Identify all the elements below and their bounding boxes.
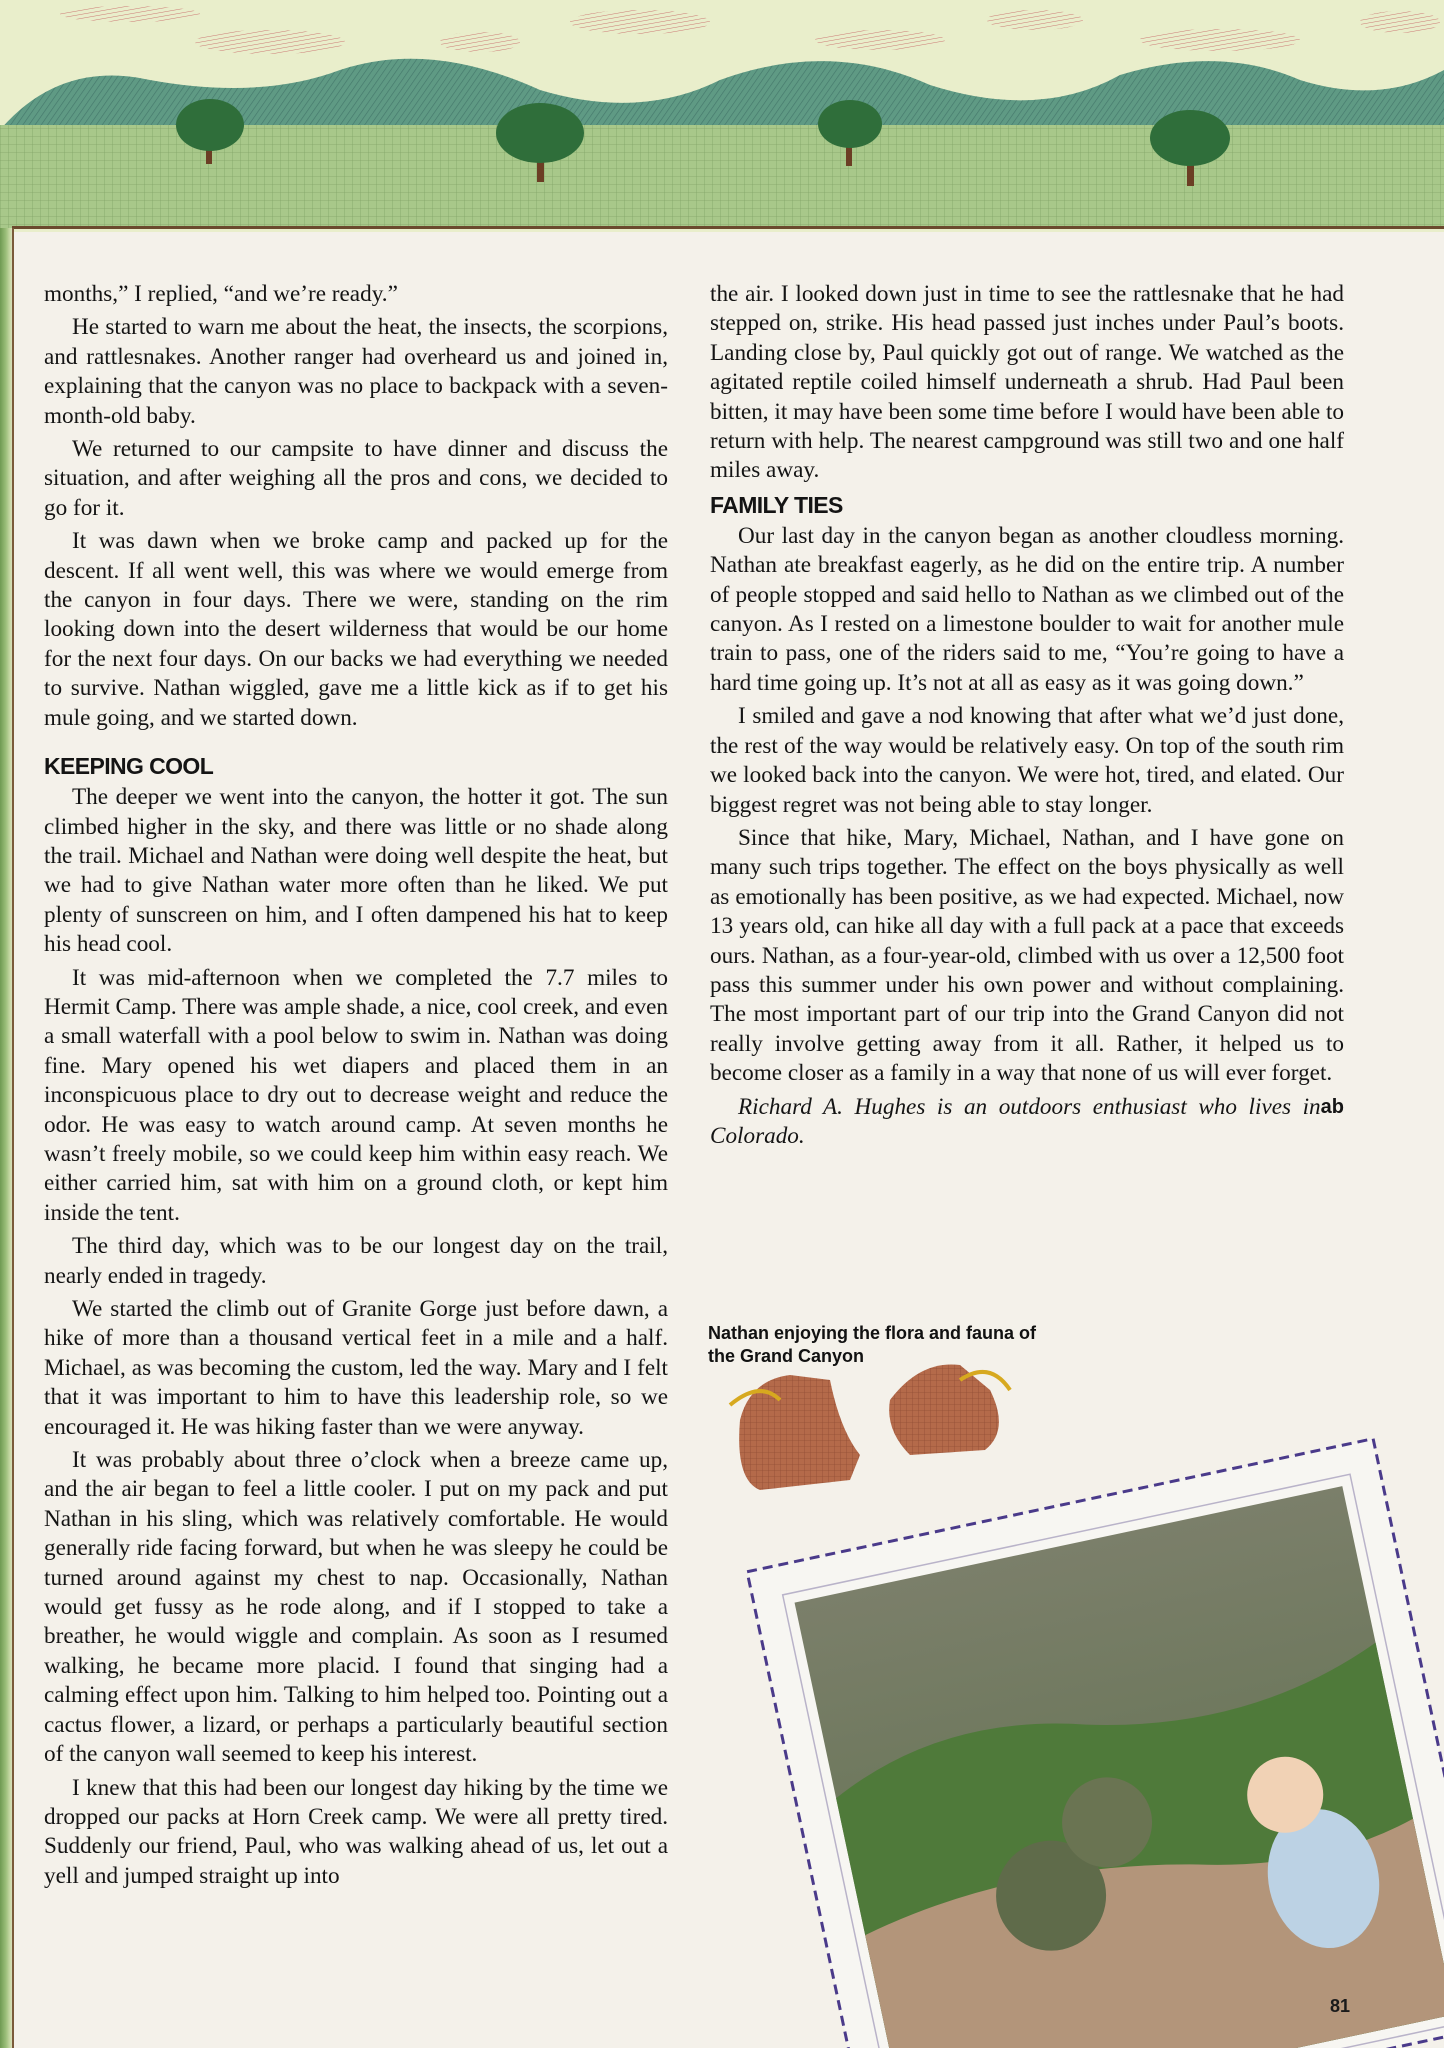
article-paragraph: The third day, which was to be our longest day on the trail, nearly ended in tragedy. — [44, 1233, 668, 1289]
article-paragraph: the air. I looked down just in time to see the rattlesnake that he had stepped on, strike. His head passed just inches under Paul’s boots. Landing close by, Paul quickly got out of range. We watched as the agitated reptile coiled himself underneath a shrub. Had Paul been bitten, it may have been some time before I would have been able to return with help. The nearest campground was still two and one half miles away. — [710, 281, 1344, 484]
article-paragraph: Since that hike, Mary, Michael, Nathan, and I have gone on many such trips together. The effect on the boys physically as well as emotionally has been positive, as we had expected. Michael, now 13 years old, can hike all day with a full pack at a pace that exceeds ours. Nathan, as a four-year-old, climbed with us over a 12,500 foot pass this summer under his own power and without complaining. The most important part of our trip into the Grand Canyon did not really involve getting away from it all. Rather, it helped us to become closer as a family in a way that none of us will ever forget. — [710, 824, 1344, 1087]
article-paragraph: It was mid-afternoon when we completed the 7.7 miles to Hermit Camp. There was ample shade, a nice, cool creek, and even a small waterfall with a pool below to swim in. Nathan was doing fine. Mary opened his wet diapers and placed them in an inconspicuous place to dry out to decrease weight and reduce the odor. He was easy to watch around camp. At seven months he wasn’t freely mobile, so we could keep him within easy reach. We either carried him, sat with him on a ground cloth, or kept him inside the tent. — [44, 964, 668, 1226]
photo-caption: Nathan enjoying the flora and fauna of the Grand Canyon — [708, 1323, 1037, 1366]
page-number: 81 — [1330, 1996, 1351, 2016]
article-paragraph: It was dawn when we broke camp and packed up for the descent. If all went well, this was where we would emerge from the canyon in four days. There we were, standing on the rim looking down into the desert wilderness that would be our home for the next four days. On our backs we had everything we needed to survive. Nathan wiggled, gave me a little kick as if to get his mule going, and we started down. — [44, 528, 668, 731]
article-paragraph: I smiled and gave a nod knowing that after what we’d just done, the rest of the way would be relatively easy. On top of the south rim we looked back into the canyon. We were hot, tired, and elated. Our biggest regret was not being able to stay longer. — [710, 703, 1344, 818]
section-heading: FAMILY TIES — [710, 491, 843, 518]
article-column-right — [710, 280, 1344, 1155]
article-paragraph: months,” I replied, “and we’re ready.” — [44, 281, 398, 307]
author-bio: Richard A. Hughes is an outdoors enthusiast who lives in Colorado. — [710, 1093, 1321, 1149]
article-paragraph: I knew that this had been our longest day hiking by the time we dropped our packs at Horn Creek camp. We were all pretty tired. Suddenly our friend, Paul, who was walking ahead of us, let out a yell and jumped straight up into — [44, 1774, 668, 1889]
boot-icon — [889, 1364, 1010, 1455]
boot-icon — [730, 1375, 860, 1490]
end-mark: ab — [1320, 1095, 1344, 1118]
article-paragraph: We returned to our campsite to have dinner and discuss the situation, and after weighing all the pros and cons, we decided to go for it. — [44, 436, 668, 521]
article-paragraph: The deeper we went into the canyon, the hotter it got. The sun climbed higher in the sky, and there was little or no shade along the trail. Michael and Nathan were doing well despite the heat, but we had to give Nathan water more often than he liked. We put plenty of sunscreen on him, and I often dampened his hat to keep his head cool. — [44, 784, 668, 958]
photo-illustration — [690, 1320, 1444, 2048]
article-paragraph: We started the climb out of Granite Gorge just before dawn, a hike of more than a thousand vertical feet in a mile and a half. Michael, as was becoming the custom, led the way. Mary and I felt that it was important to him to have this leadership role, so we encouraged it. He was hiking faster than we were anyway. — [44, 1296, 668, 1440]
landscape-banner-illustration — [0, 0, 1444, 232]
left-border-rule — [12, 228, 14, 2048]
article-column-left — [44, 280, 668, 1895]
article-paragraph: He started to warn me about the heat, the insects, the scorpions, and rattlesnakes. Another ranger had overheard us and joined in, explaining that the canyon was no place to backpack with a seven-month-old baby. — [44, 314, 668, 429]
banner-bottom-rule — [12, 226, 1444, 229]
article-paragraph: Our last day in the canyon began as another cloudless morning. Nathan ate breakfast eagerly, as he did on the entire trip. A number of people stopped and said hello to Nathan as we climbed out of the canyon. As I rested on a limestone boulder to wait for another mule train to pass, one of the riders said to me, “You’re going to have a hard time going up. It’s not at all as easy as it was going down.” — [710, 522, 1344, 696]
article-paragraph: It was probably about three o’clock when a breeze came up, and the air began to feel a little cooler. I put on my pack and put Nathan in his sling, which was relatively comfortable. He would generally ride facing forward, but when he was sleepy he could be turned around against my chest to nap. Occasionally, Nathan would get fussy as he rode along, and if I stopped to take a breather, he would wiggle and complain. As soon as I resumed walking, he became more placid. I found that singing had a calming effect upon him. Talking to him helped too. Pointing out a cactus flower, a lizard, or perhaps a particularly beautiful section of the canyon wall seemed to keep his interest. — [44, 1447, 668, 1768]
section-heading: KEEPING COOL — [44, 753, 214, 780]
